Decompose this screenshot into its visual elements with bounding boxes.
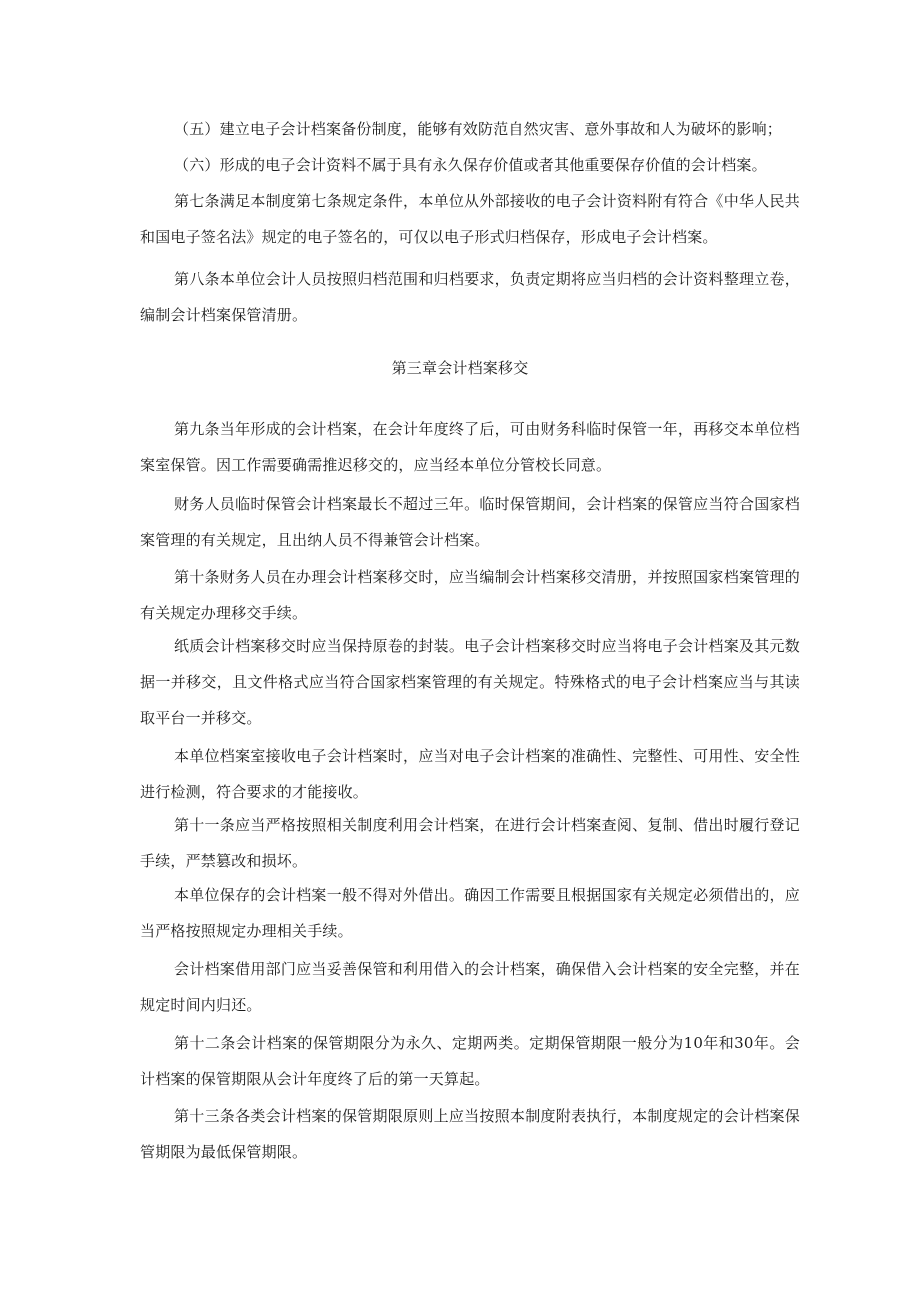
paragraph-article-7: 第七条满足本制度第七条规定条件，本单位从外部接收的电子会计资料附有符合《中华人民共和国电子签名法》规定的电子签名的，可仅以电子形式归档保存，形成电子会计档案。 [140, 192, 800, 246]
paragraph-temporary-custody: 财务人员临时保管会计档案最长不超过三年。临时保管期间，会计档案的保管应当符合国家档案管理的有关规定，且出纳人员不得兼管会计档案。 [140, 495, 800, 549]
paragraph-archive-reception: 本单位档案室接收电子会计档案时，应当对电子会计档案的准确性、完整性、可用性、安全性进行检测，符合要求的才能接收。 [140, 747, 800, 801]
paragraph-external-lending: 本单位保存的会计档案一般不得对外借出。确因工作需要且根据国家有关规定必须借出的，应当严格按照规定办理相关手续。 [140, 886, 800, 940]
paragraph-backup-system: （五）建立电子会计档案备份制度，能够有效防范自然灾害、意外事故和人为破坏的影响； [174, 120, 783, 138]
paragraph-borrowing-department: 会计档案借用部门应当妥善保管和利用借入的会计档案，确保借入会计档案的安全完整，并在规定时间内归还。 [140, 960, 800, 1014]
paragraph-article-9: 第九条当年形成的会计档案，在会计年度终了后，可由财务科临时保管一年，再移交本单位档案室保管。因工作需要确需推迟移交的，应当经本单位分管校长同意。 [140, 420, 800, 474]
paragraph-article-11: 第十一条应当严格按照相关制度利用会计档案，在进行会计档案查阅、复制、借出时履行登记手续，严禁篡改和损坏。 [140, 816, 800, 870]
paragraph-paper-electronic-transfer: 纸质会计档案移交时应当保持原卷的封装。电子会计档案移交时应当将电子会计档案及其元数据一并移交，且文件格式应当符合国家档案管理的有关规定。特殊格式的电子会计档案应当与其读取平台一并移交。 [140, 637, 800, 727]
paragraph-article-13: 第十三条各类会计档案的保管期限原则上应当按照本制度附表执行，本制度规定的会计档案保管期限为最低保管期限。 [140, 1107, 800, 1161]
chapter-heading: 第三章会计档案移交 [391, 359, 529, 377]
paragraph-article-10: 第十条财务人员在办理会计档案移交时，应当编制会计档案移交清册，并按照国家档案管理的有关规定办理移交手续。 [140, 568, 800, 622]
paragraph-article-8: 第八条本单位会计人员按照归档范围和归档要求，负责定期将应当归档的会计资料整理立卷，编制会计档案保管清册。 [140, 270, 800, 324]
paragraph-article-12: 第十二条会计档案的保管期限分为永久、定期两类。定期保管期限一般分为10年和30年。会计档案的保管期限从会计年度终了后的第一天算起。 [140, 1034, 800, 1088]
paragraph-no-permanent-value: （六）形成的电子会计资料不属于具有永久保存价值或者其他重要保存价值的会计档案。 [174, 156, 767, 174]
